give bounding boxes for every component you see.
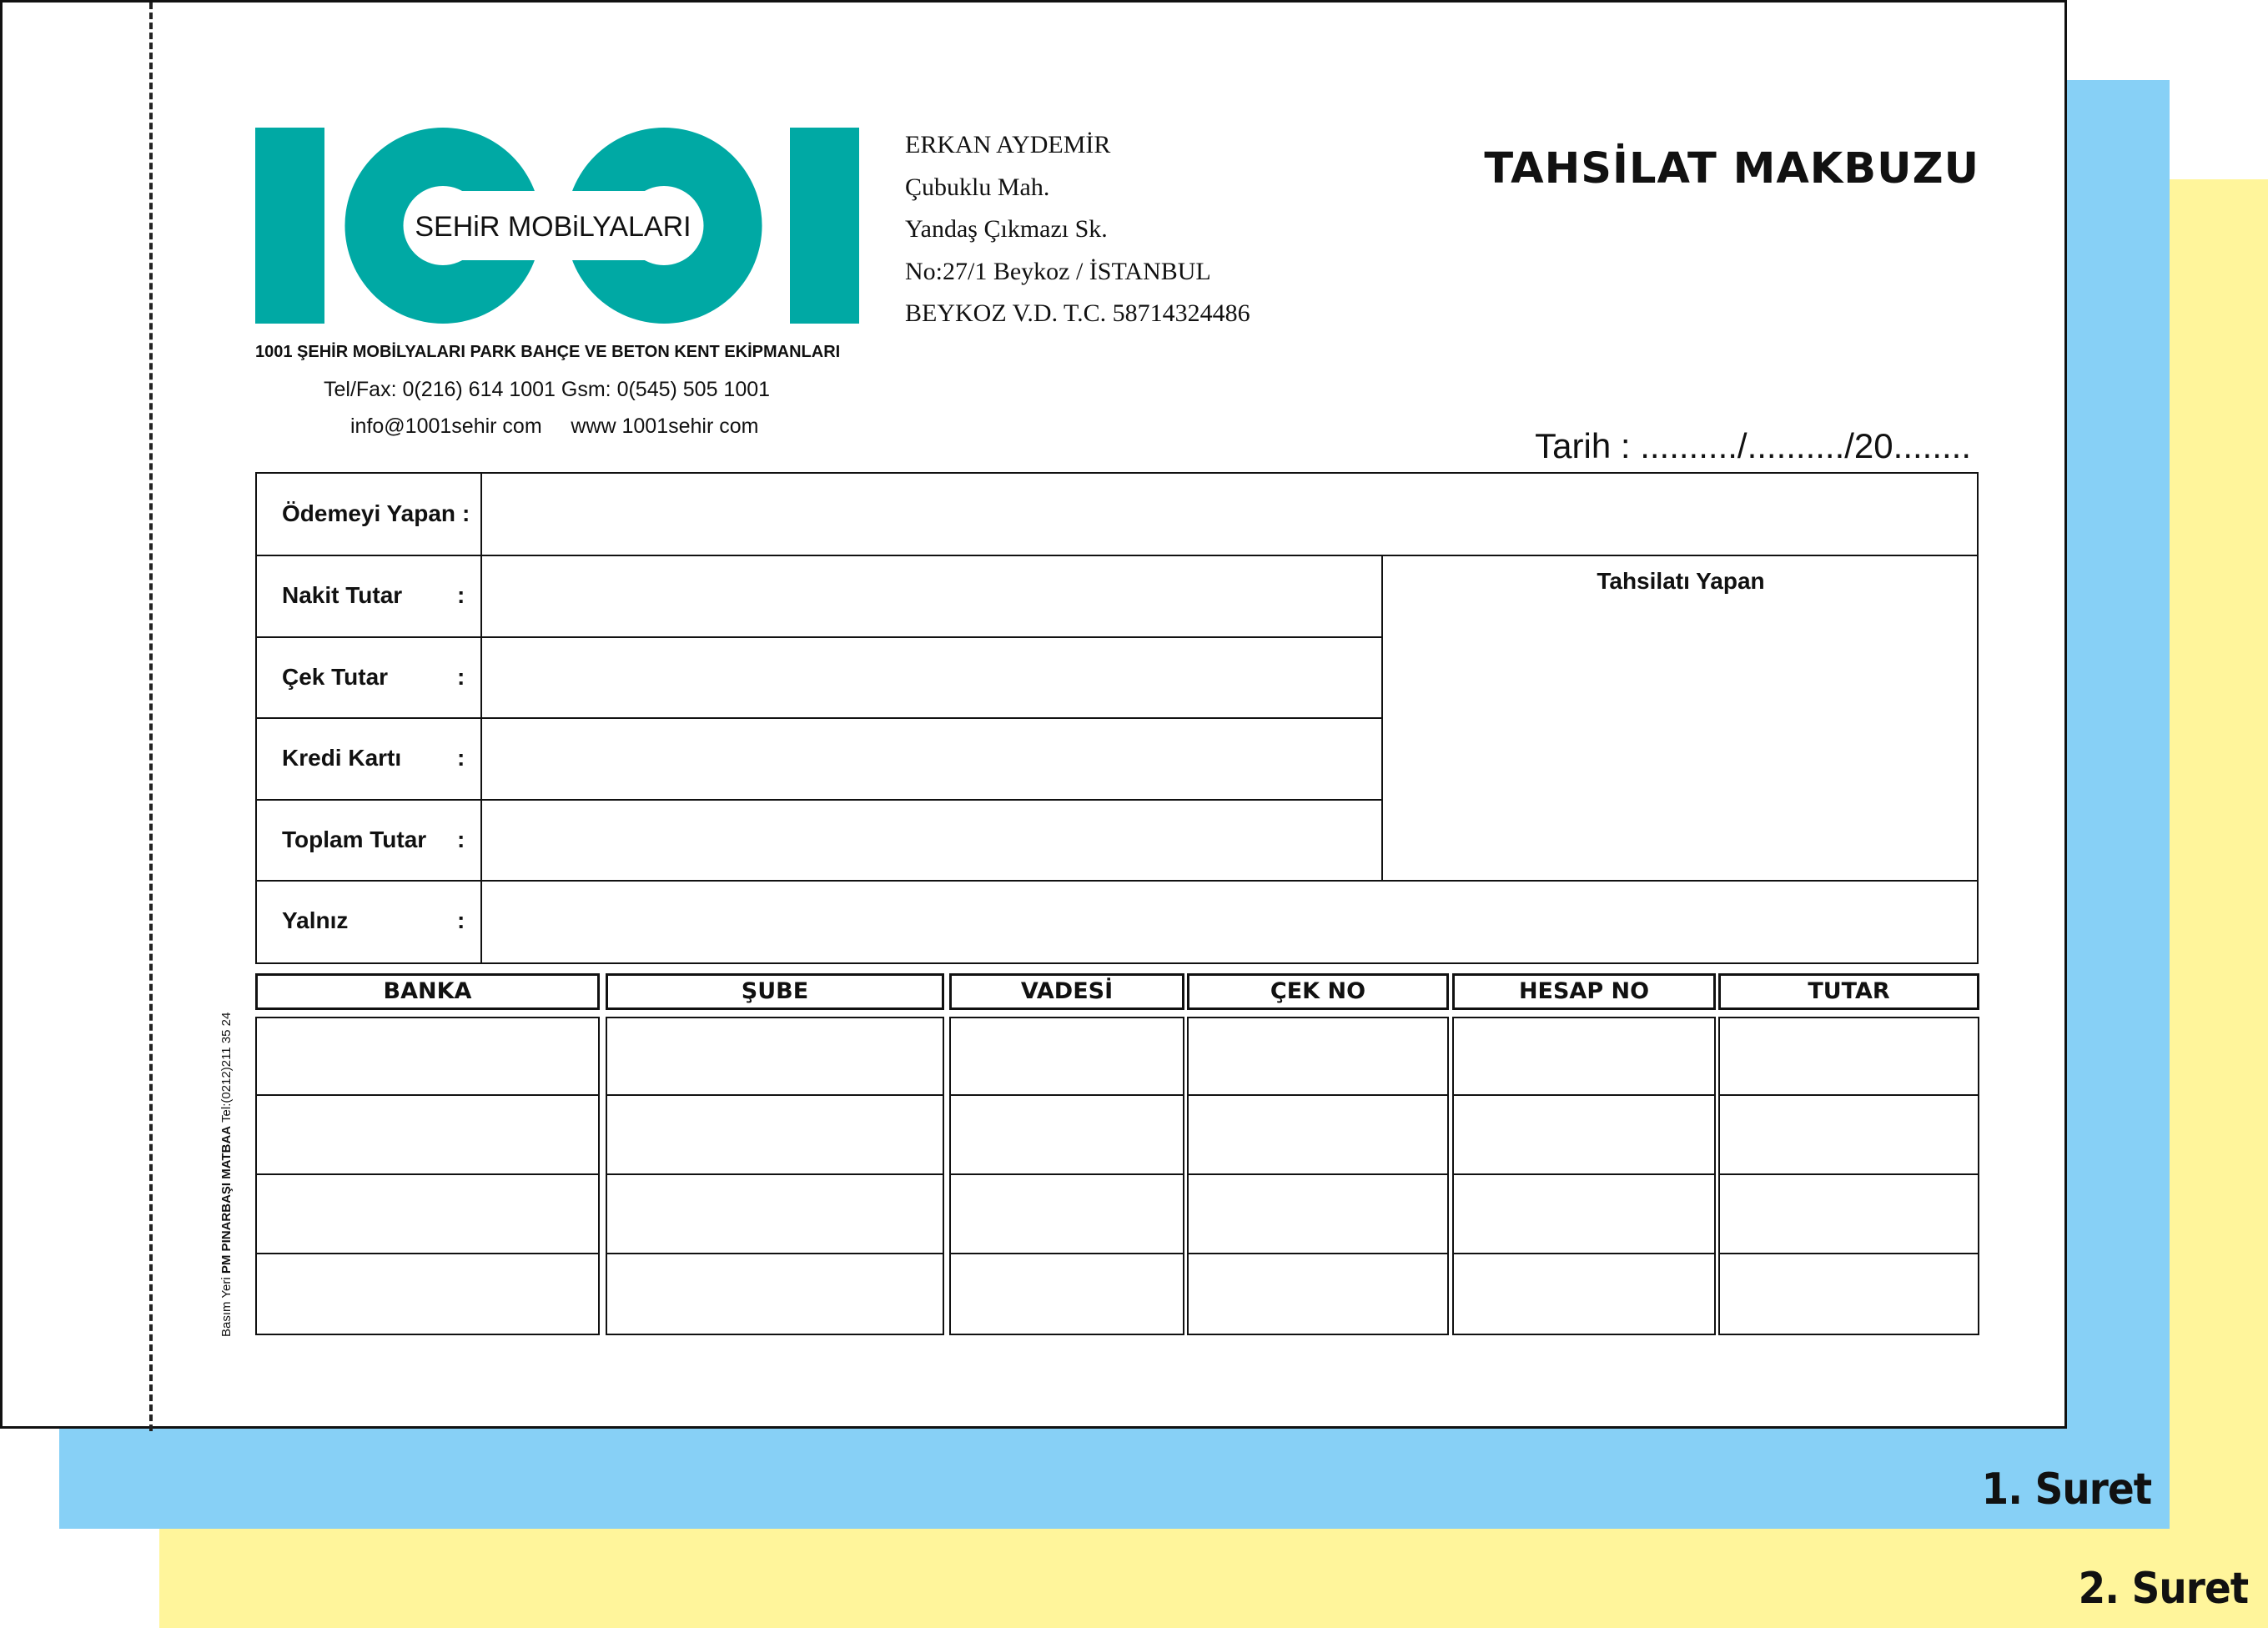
row-divider [257,717,1381,719]
address-line: ERKAN AYDEMİR [905,131,1111,158]
check-no-cell[interactable] [1189,1018,1447,1096]
credit-card-label: Kredi Kartı [282,745,402,771]
cash-amount-label: Nakit Tutar [282,582,403,608]
branch-cell[interactable] [607,1098,943,1175]
column-header-amount: TUTAR [1718,973,1979,1010]
document-title: TAHSİLAT MAKBUZU [1484,144,1979,193]
bank-cell[interactable] [257,1098,598,1175]
account-no-cell[interactable] [1454,1177,1714,1254]
branch-cell[interactable] [607,1018,943,1096]
amount-cell[interactable] [1720,1098,1978,1175]
address-line: BEYKOZ V.D. T.C. 58714324486 [905,299,1250,327]
second-copy-label: 2. Suret [2078,1564,2248,1614]
first-copy-label: 1. Suret [1981,1465,2151,1515]
collector-signature-area[interactable] [1383,599,1979,799]
amount-in-words-field[interactable] [484,887,1969,954]
branch-cell[interactable] [607,1256,943,1334]
credit-card-field[interactable] [484,725,1376,791]
total-amount-colon: : [457,827,465,852]
check-amount-colon: : [457,664,465,690]
company-phone-line: Tel/Fax: 0(216) 614 1001 Gsm: 0(545) 505 1001 [324,378,771,401]
payer-field[interactable] [484,480,1969,547]
collector-label: Tahsilatı Yapan [1597,568,1765,594]
address-line: No:27/1 Beykoz / İSTANBUL [905,257,1211,285]
column-header-bank: BANKA [255,973,600,1010]
due-date-cell[interactable] [951,1018,1183,1096]
logo-text: SEHiR MOBiLYALARI [415,211,691,243]
payment-form [255,472,1979,964]
bank-cell[interactable] [257,1018,598,1096]
check-amount-label: Çek Tutar [282,664,389,690]
printer-name: PINARBAŞI MATBAA [219,1125,234,1252]
printer-imprint [219,1012,234,1337]
branch-cell[interactable] [607,1177,943,1254]
amount-cell[interactable] [1720,1018,1978,1096]
address-block [905,124,1250,335]
bank-cell[interactable] [257,1256,598,1334]
date-field[interactable]: Tarih : ........../........../20........ [1535,426,1971,465]
amount-cell[interactable] [1720,1177,1978,1254]
total-amount-label: Toplam Tutar [282,827,427,852]
amount-column [1718,1017,1979,1335]
address-line: Yandaş Çıkmazı Sk. [905,215,1108,243]
due-date-cell[interactable] [951,1256,1183,1334]
check-no-column [1187,1017,1449,1335]
account-no-column [1452,1017,1716,1335]
bank-cell[interactable] [257,1177,598,1254]
column-header-due-date: VADESİ [949,973,1184,1010]
check-amount-field[interactable] [484,644,1376,711]
amount-in-words-label: Yalnız [282,907,349,933]
column-header-branch: ŞUBE [606,973,944,1010]
account-no-cell[interactable] [1454,1256,1714,1334]
company-logo [255,128,859,324]
total-amount-field[interactable] [484,806,1376,873]
column-header-account-no: HESAP NO [1452,973,1716,1010]
logo-digit-one-left [255,128,324,324]
row-divider [257,880,1977,882]
check-no-cell[interactable] [1189,1256,1447,1334]
perforation-line [149,3,153,1431]
printer-phone: Tel:(0212)211 35 24 [219,1012,234,1123]
column-header-check-no: ÇEK NO [1187,973,1449,1010]
row-divider [257,636,1381,638]
payer-colon: : [462,500,470,526]
company-tagline: 1001 ŞEHİR MOBİLYALARI PARK BAHÇE VE BETON KENT EKİPMANLARI [255,343,841,361]
row-divider [257,799,1381,801]
due-date-column [949,1017,1184,1335]
printer-prefix: Basım Yeri [219,1277,234,1337]
bank-column [255,1017,600,1335]
amount-in-words-colon: : [457,907,465,933]
cash-amount-colon: : [457,582,465,608]
account-no-cell[interactable] [1454,1018,1714,1096]
due-date-cell[interactable] [951,1098,1183,1175]
logo-digit-one-right [790,128,859,324]
due-date-cell[interactable] [951,1177,1183,1254]
payer-label: Ödemeyi Yapan [282,500,456,526]
account-no-cell[interactable] [1454,1098,1714,1175]
check-no-cell[interactable] [1189,1177,1447,1254]
address-line: Çubuklu Mah. [905,173,1050,201]
printer-mark: PM [219,1254,234,1274]
cash-amount-field[interactable] [484,562,1376,629]
amount-cell[interactable] [1720,1256,1978,1334]
row-divider [257,555,1977,556]
check-no-cell[interactable] [1189,1098,1447,1175]
branch-column [606,1017,944,1335]
company-web-line: info@1001sehir com www 1001sehir com [350,415,759,438]
credit-card-colon: : [457,745,465,771]
